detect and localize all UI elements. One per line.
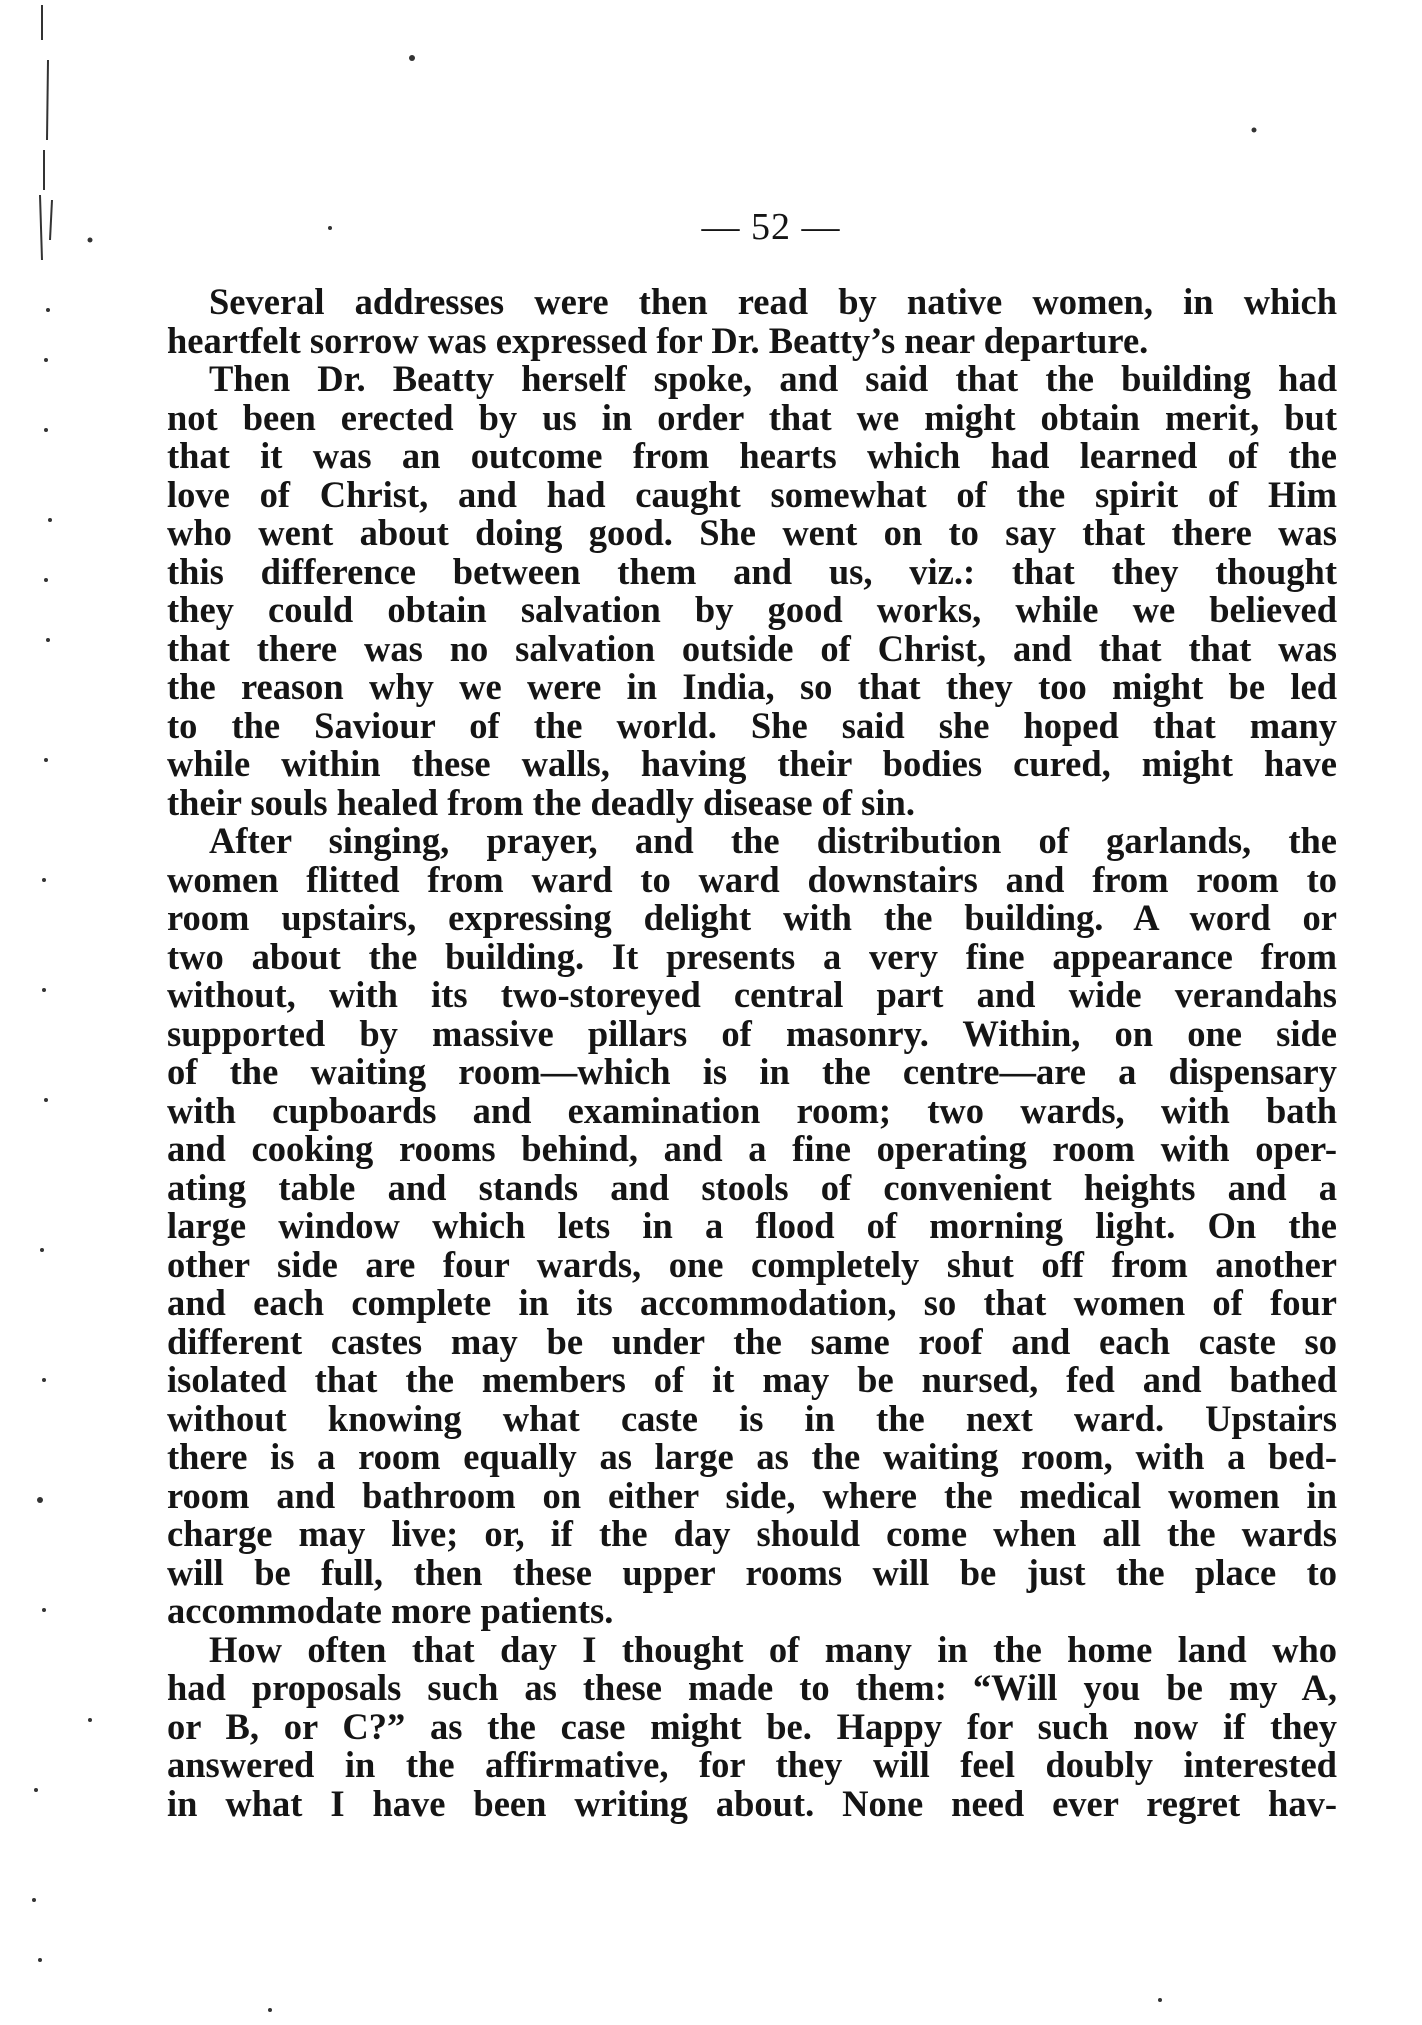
text-line: their souls healed from the deadly disease of sin. [167, 781, 915, 823]
text-line: this difference between them and us, viz.: that they thought [167, 550, 1337, 592]
text-line: had proposals such as these made to them: “Will you be my A, [167, 1667, 1337, 1708]
page-number: — 52 — [701, 206, 841, 248]
text-line: Then Dr. Beatty herself spoke, and said that the building had [209, 358, 1337, 399]
text-line: will be full, then these upper rooms will be just the place to [167, 1551, 1337, 1593]
text-line: large window which lets in a flood of morning light. On the [167, 1205, 1337, 1246]
text-line: Several addresses were then read by native women, in which [209, 281, 1337, 322]
text-line: heartfelt sorrow was expressed for Dr. Beatty’s near departure. [167, 319, 1149, 361]
paragraph [167, 283, 1337, 360]
text-line: supported by massive pillars of masonry. Within, on one side [167, 1012, 1337, 1054]
text-line: in what I have been writing about. None need ever regret hav- [167, 1782, 1337, 1824]
text-line: or B, or C?” as the case might be. Happy for such now if they [167, 1705, 1337, 1747]
body-text [167, 283, 1337, 1823]
paragraph [167, 1628, 1337, 1824]
text-line: who went about doing good. She went on to say that there was [167, 512, 1337, 553]
text-line: two about the building. It presents a very fine appearance from [167, 935, 1337, 977]
text-line: isolated that the members of it may be nursed, fed and bathed [167, 1359, 1337, 1400]
text-line: love of Christ, and had caught somewhat of the spirit of Him [167, 473, 1337, 515]
text-line: answered in the affirmative, for they will feel doubly interested [167, 1744, 1337, 1785]
text-line: there is a room equally as large as the waiting room, with a bed- [167, 1436, 1337, 1477]
text-line: that there was no salvation outside of Christ, and that that was [167, 627, 1337, 669]
text-line: ating table and stands and stools of convenient heights and a [167, 1166, 1337, 1208]
text-line: that it was an outcome from hearts which had learned of the [167, 435, 1337, 476]
text-line: charge may live; or, if the day should come when all the wards [167, 1513, 1337, 1554]
text-line: the reason why we were in India, so that they too might be led [167, 666, 1337, 707]
text-line: accommodate more patients. [167, 1590, 614, 1631]
text-line: and each complete in its accommodation, so that women of four [167, 1282, 1337, 1323]
text-line: How often that day I thought of many in the home land who [209, 1628, 1337, 1670]
text-line: room and bathroom on either side, where the medical women in [167, 1474, 1337, 1516]
text-line: and cooking rooms behind, and a fine operating room with oper- [167, 1128, 1337, 1169]
text-line: to the Saviour of the world. She said she hoped that many [167, 704, 1337, 746]
text-line: different castes may be under the same roof and each caste so [167, 1320, 1337, 1362]
paragraph [167, 360, 1337, 822]
text-line: while within these walls, having their bodies cured, might have [167, 743, 1337, 784]
text-line: not been erected by us in order that we might obtain merit, but [167, 396, 1337, 438]
text-line: they could obtain salvation by good works, while we believed [167, 589, 1337, 630]
text-line: other side are four wards, one completely shut off from another [167, 1243, 1337, 1285]
text-line: of the waiting room—which is in the centre—are a dispensary [167, 1051, 1337, 1092]
text-line: with cupboards and examination room; two wards, with bath [167, 1089, 1337, 1131]
text-line: without, with its two-storeyed central part and wide verandahs [167, 974, 1337, 1015]
paragraph [167, 822, 1337, 1631]
text-line: After singing, prayer, and the distribution of garlands, the [209, 820, 1337, 861]
text-line: women flitted from ward to ward downstairs and from room to [167, 858, 1337, 900]
text-line: room upstairs, expressing delight with the building. A word or [167, 897, 1337, 938]
text-line: without knowing what caste is in the next ward. Upstairs [167, 1397, 1337, 1439]
